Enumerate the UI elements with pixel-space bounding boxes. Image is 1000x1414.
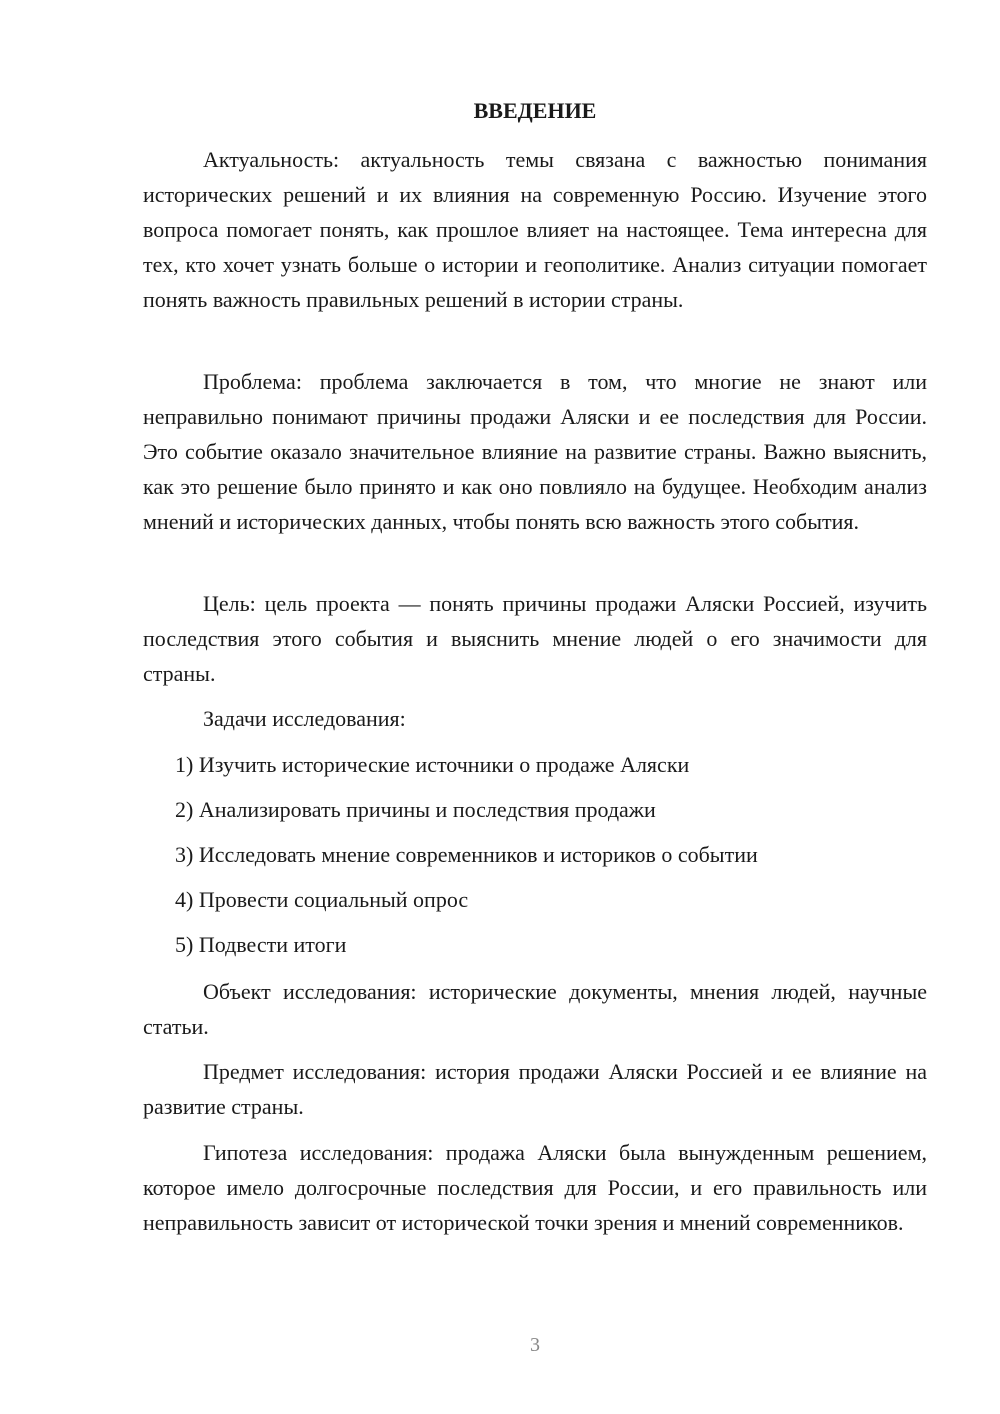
problem-paragraph: Проблема: проблема заключается в том, что многие не знают или неправильно понимают причины продажи Аляски и ее последствия для России. Это событие оказало значительное влияние на развитие страны. Важно выяснить, как это решение было принято и как оно повлияло на будущее. Необходим анализ мнений и исторических данных, чтобы понять всю важность этого события. [143, 369, 927, 534]
object-paragraph: Объект исследования: исторические документы, мнения людей, научные статьи. [143, 979, 927, 1039]
task-item-3: 3) Исследовать мнение современников и историков о событии [175, 842, 758, 867]
task-item-5: 5) Подвести итоги [175, 932, 347, 957]
task-item-2: 2) Анализировать причины и последствия продажи [175, 797, 656, 822]
page-number: 3 [530, 1334, 540, 1356]
relevance-paragraph: Актуальность: актуальность темы связана с важностью понимания исторических решений и их влияния на современную Россию. Изучение этого вопроса помогает понять, как прошлое влияет на настоящее. Тема интересна для тех, кто хочет узнать больше о истории и геополитике. Анализ ситуации помогает понять важность правильных решений в истории страны. [143, 147, 927, 312]
page-heading: ВВЕДЕНИЕ [473, 98, 597, 123]
goal-paragraph: Цель: цель проекта — понять причины продажи Аляски Россией, изучить последствия этого события и выяснить мнение людей о его значимости для страны. [143, 591, 927, 686]
task-item-4: 4) Провести социальный опрос [175, 887, 469, 912]
hypothesis-paragraph: Гипотеза исследования: продажа Аляски была вынужденным решением, которое имело долгосрочные последствия для России, и его правильность или неправильность зависит от исторической точки зрения и мнений современников. [143, 1140, 927, 1235]
task-item-1: 1) Изучить исторические источники о продаже Аляски [175, 752, 690, 777]
tasks-title: Задачи исследования: [203, 706, 406, 731]
subject-paragraph: Предмет исследования: история продажи Аляски Россией и ее влияние на развитие страны. [143, 1059, 927, 1119]
